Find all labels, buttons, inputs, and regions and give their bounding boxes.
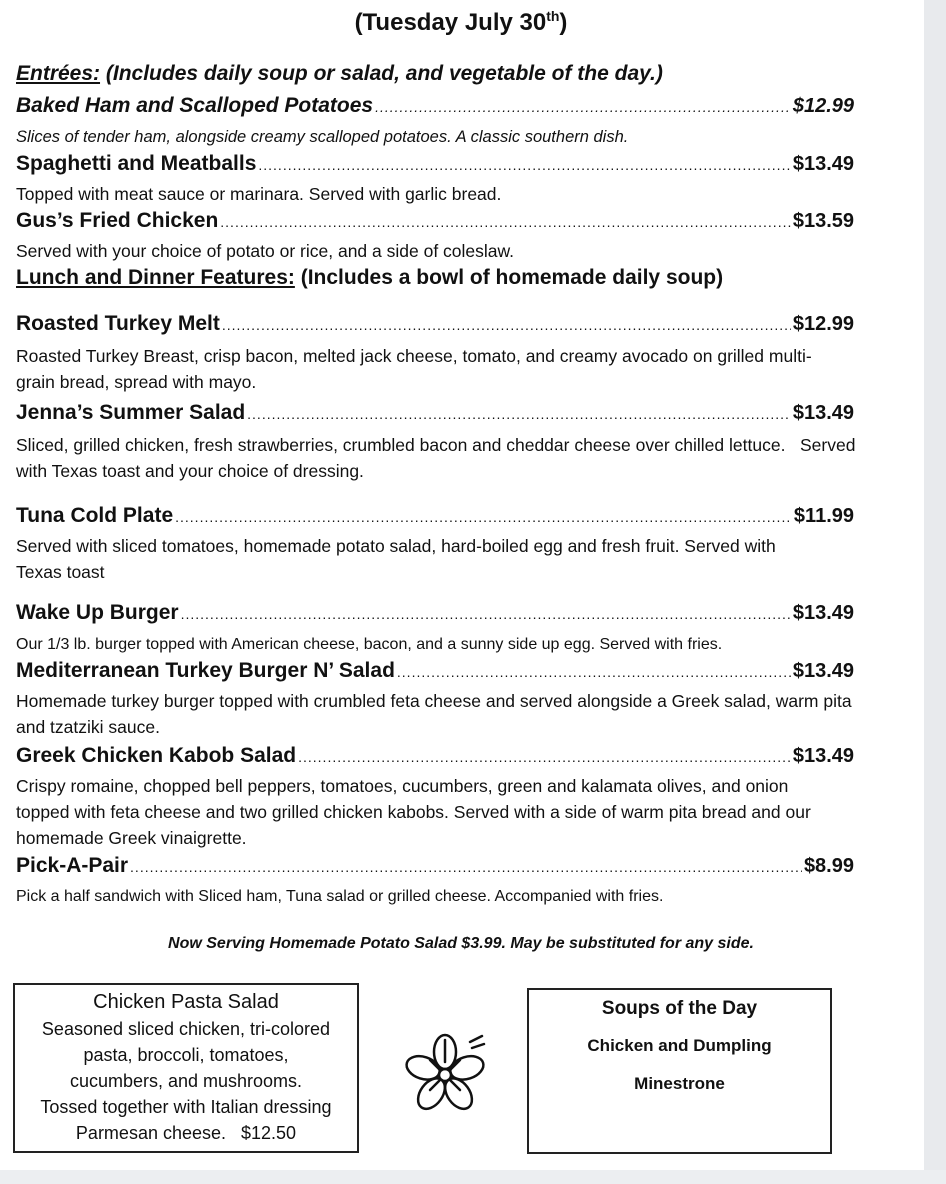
menu-item-spaghetti: Spaghetti and Meatballs ..... $13.49 <box>16 152 854 176</box>
features-heading: Lunch and Dinner Features: (Includes a bowl of homemade daily soup) <box>16 266 724 289</box>
item-description: Homemade turkey burger topped with crumbled feta cheese and served alongside a Greek salad, warm pita and tzatziki sauce. <box>16 691 852 737</box>
special-title: Chicken Pasta Salad <box>93 991 279 1013</box>
item-description: Our 1/3 lb. burger topped with American cheese, bacon, and a sunny side up egg. Served with fries. <box>16 636 723 653</box>
special-description: Seasoned sliced chicken, tri-colored pasta, broccoli, tomatoes, cucumbers, and mushrooms. Tossed together with Italian dressing Parmesan cheese. $12.50 <box>40 1019 332 1143</box>
vertical-scrollbar[interactable] <box>924 0 946 1184</box>
dot-leader <box>397 664 791 680</box>
item-description: Crispy romaine, chopped bell peppers, tomatoes, cucumbers, green and kalamata olives, and onion topped with feta cheese and two grilled chicken kabobs. Served with a side of warm pita bread and our homemade Greek vinaigrette. <box>16 776 811 848</box>
soup-item: Minestrone <box>634 1074 725 1093</box>
item-description: Topped with meat sauce or marinara. Served with garlic bread. <box>16 184 502 204</box>
entrees-heading: Entrées: (Includes daily soup or salad, and vegetable of the day.) <box>16 62 663 85</box>
menu-item-greek-kabob-salad: Greek Chicken Kabob Salad ..... $13.49 <box>16 744 854 768</box>
item-description: Served with your choice of potato or rice, and a side of coleslaw. <box>16 241 515 261</box>
item-description: Served with sliced tomatoes, homemade potato salad, hard-boiled egg and fresh fruit. Served with Texas toast <box>16 536 776 582</box>
dot-leader <box>247 406 791 422</box>
flower-icon <box>400 1030 490 1120</box>
special-box <box>13 983 359 1153</box>
soups-box <box>527 988 832 1154</box>
menu-item-turkey-melt: Roasted Turkey Melt ..... $12.99 <box>16 312 854 336</box>
menu-date: (Tuesday July 30th) <box>354 8 568 36</box>
menu-item-summer-salad: Jenna’s Summer Salad ..... $13.49 <box>16 401 854 425</box>
item-description: Slices of tender ham, alongside creamy scalloped potatoes. A classic southern dish. <box>16 128 629 146</box>
menu-item-pick-a-pair: Pick-A-Pair ..... $8.99 <box>16 854 854 878</box>
menu-item-mediterranean-burger: Mediterranean Turkey Burger N’ Salad ..... $13.49 <box>16 659 854 683</box>
soups-title: Soups of the Day <box>601 998 758 1019</box>
menu-item-wake-up-burger: Wake Up Burger ..... $13.49 <box>16 601 854 625</box>
dot-leader <box>258 157 790 173</box>
dot-leader <box>175 509 792 525</box>
bottom-bar <box>0 1170 946 1184</box>
soup-item: Chicken and Dumpling <box>587 1036 772 1055</box>
dot-leader <box>375 99 791 115</box>
menu-item-tuna-plate: Tuna Cold Plate ..... $11.99 <box>16 504 854 528</box>
dot-leader <box>220 214 791 230</box>
item-description: Sliced, grilled chicken, fresh strawberries, crumbled bacon and cheddar cheese over chilled lettuce. Served with Texas toast and your choice of dressing. <box>16 435 861 481</box>
menu-item-baked-ham: Baked Ham and Scalloped Potatoes ..... $12.99 <box>16 94 854 118</box>
dot-leader <box>298 749 791 765</box>
potato-salad-notice: Now Serving Homemade Potato Salad $3.99. May be substituted for any side. <box>168 935 754 952</box>
dot-leader <box>130 859 802 875</box>
menu-item-fried-chicken: Gus’s Fried Chicken ..... $13.59 <box>16 209 854 233</box>
dot-leader <box>181 606 791 622</box>
dot-leader <box>222 317 791 333</box>
item-description: Pick a half sandwich with Sliced ham, Tuna salad or grilled cheese. Accompanied with fries. <box>16 888 664 905</box>
item-description: Roasted Turkey Breast, crisp bacon, melted jack cheese, tomato, and creamy avocado on grilled multi-grain bread, spread with mayo. <box>16 346 812 392</box>
